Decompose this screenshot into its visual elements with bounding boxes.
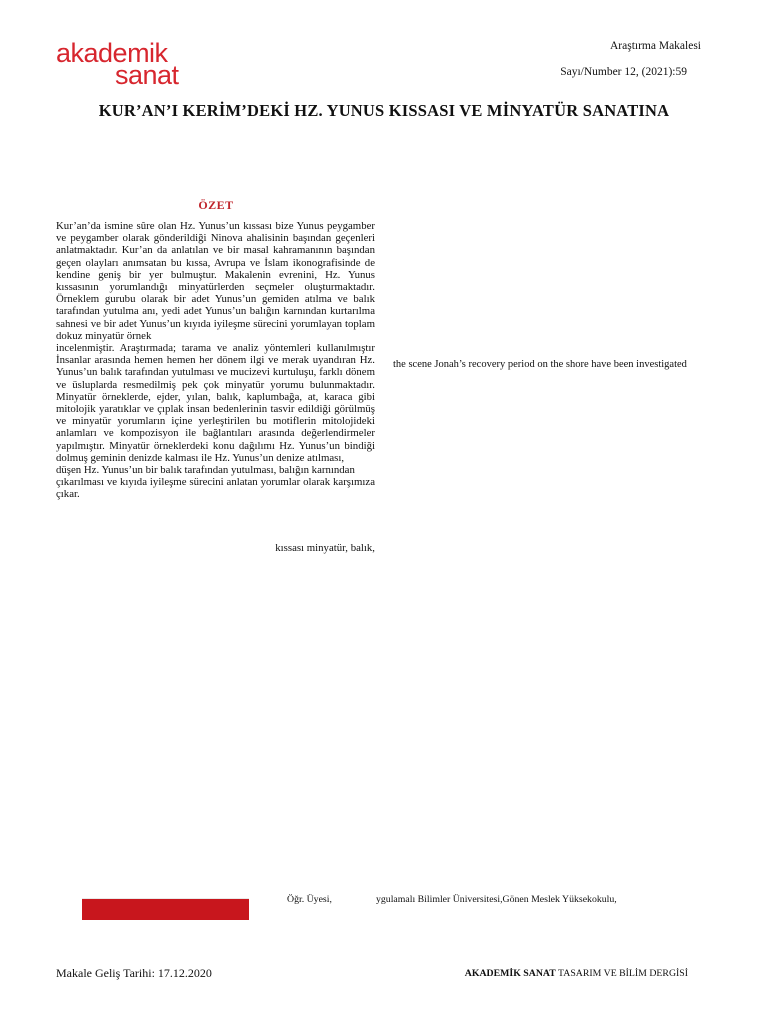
logo-line-akademik: akademik [56, 38, 168, 68]
abstract-paragraph-3: düşen Hz. Yunus’un bir balık tarafından yutulması, balığın karnından [56, 464, 355, 477]
abstract-paragraph-1: Kur’an’da ismine sûre olan Hz. Yunus’un kıssası bize Yunus peygamber ve peygamber olarak gönderildiği Ninova ahalisinin başından geçenleri anlatmaktadır. Kur’an da anlatılan ve bir masal kahramanının başından geçen olayları anımsatan bu kıssa, Avrupa ve İslam ikonografisinde de kendine geniş bir yer bulmuştur. Makalenin evrenini, Hz. Yunus kıssasının yorumlandığı minyatürlerden seçmeler oluşturmaktadır. Örneklem gurubu olarak bir adet Yunus’un gemiden atılma ve balık tarafından yutulma anı, yedi adet Yunus’un balığın karnından kurtarılma sahnesi ve bir adet Yunus’un kıyıda iyileşme sürecini yorumlayan toplam dokuz minyatür örnek [56, 220, 375, 342]
footnote-red-bar [82, 898, 249, 920]
author-title: Öğr. Üyesi, [287, 894, 332, 905]
received-date: Makale Geliş Tarihi: 17.12.2020 [56, 966, 212, 980]
abstract-paragraph-2: incelenmiştir. Araştırmada; tarama ve analiz yöntemleri kullanılmıştır İnsanlar arasında hemen hemen her dönem ilgi ve merak uyandıran Hz. Yunus’un balık tarafından yutulması ve mucizevi kurtuluşu, farklı dönem ve üsluplarda resmedilmiş pek çok minyatür yorumu bulunmaktadır. Minyatür örneklerde, ejder, yılan, balık, kaplumbağa, at, karaca gibi mitolojik yaratıklar ve çıplak insan bedenlerinin tasvir edildiği görülmüş ve minyatür yorumların içine yerleştirilen bu motiflerin mitolojideki anlamları ve kompozisyon ile bağlantıları arasında değerlendirmeler yapılmıştır. Minyatür örneklerdeki konu dağılımı Hz. Yunus’un bindiği dolmuş geminin denizde kalması ile Hz. Yunus’un denize atılması, [56, 342, 375, 464]
article-type-label: Araştırma Makalesi [609, 40, 701, 52]
author-affiliation: ygulamalı Bilimler Üniversitesi,Gönen Meslek Yüksekokulu, [376, 894, 617, 905]
article-title: KUR’AN’I KERİM’DEKİ HZ. YUNUS KISSASI VE MİNYATÜR SANATINA [98, 101, 670, 120]
journal-name [450, 968, 688, 979]
keywords-line: kıssası minyatür, balık, [275, 542, 375, 554]
logo-line-sanat: sanat [115, 60, 179, 91]
abstract-paragraph-4: çıkarılması ve kıyıda iyileşme sürecini anlatan yorumlar olarak karşımıza çıkar. [56, 476, 375, 501]
journal-name-bold: AKADEMİK SANAT [464, 968, 556, 979]
journal-name-rest: TASARIM VE BİLİM DERGİSİ [555, 968, 688, 979]
abstract-heading: ÖZET [198, 198, 234, 212]
journal-logo [56, 38, 179, 91]
english-abstract-fragment: the scene Jonah’s recovery period on the shore have been investigated [393, 359, 687, 370]
issue-info: Sayı/Number 12, (2021):59 [560, 66, 687, 78]
abstract-body [56, 220, 375, 501]
